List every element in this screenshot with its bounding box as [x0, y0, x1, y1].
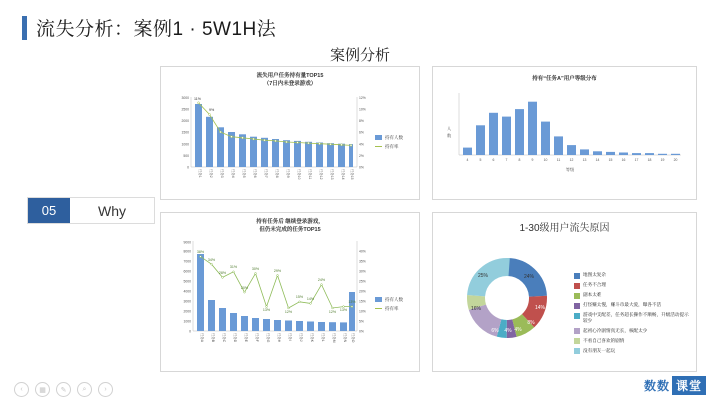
left-arrow-icon[interactable]: ‹	[14, 382, 29, 397]
legend-swatch-icon	[574, 303, 580, 309]
legend-churn-reason	[574, 272, 692, 358]
legend-label-0: 地图太复杂	[583, 272, 606, 277]
svg-text:1000: 1000	[181, 141, 189, 146]
brand-logo	[644, 376, 706, 395]
svg-text:任务M: 任务M	[332, 332, 336, 343]
svg-text:4%: 4%	[359, 141, 364, 146]
step-word: Why	[70, 198, 154, 223]
svg-text:28%: 28%	[218, 270, 227, 275]
svg-text:任务L: 任务L	[321, 332, 325, 342]
legend-item-line	[375, 144, 403, 150]
svg-text:6000: 6000	[183, 269, 191, 273]
brand-part1: 数数	[643, 379, 670, 393]
title-accent-bar	[22, 16, 27, 40]
right-arrow-icon[interactable]: ›	[98, 382, 113, 397]
brand-part2: 课堂	[672, 376, 706, 395]
data-label-0: 11%	[194, 96, 201, 101]
svg-text:任务7: 任务7	[264, 168, 268, 178]
section-title: 案例分析	[329, 47, 390, 64]
legend-label-6: 不看自己喜欢的剧情	[583, 337, 625, 343]
plot-area-level-dist	[433, 83, 696, 189]
step-label	[27, 197, 155, 224]
grid-icon[interactable]: ▦	[35, 382, 50, 397]
legend-label-line-2: 持有率	[385, 305, 399, 311]
svg-text:13%: 13%	[262, 307, 271, 312]
legend-item-2	[574, 292, 692, 299]
legend-item-4	[574, 312, 692, 324]
donut-label-5: 16%	[470, 306, 482, 312]
legend-swatch-icon	[574, 283, 580, 289]
svg-text:任务E: 任务E	[244, 332, 248, 342]
legend-swatch-icon	[574, 313, 580, 319]
svg-text:2500: 2500	[181, 106, 189, 111]
svg-text:任务I: 任务I	[288, 332, 292, 341]
svg-text:0: 0	[187, 165, 189, 169]
svg-text:7000: 7000	[183, 259, 191, 263]
page-title	[22, 14, 276, 41]
svg-text:5%: 5%	[359, 319, 364, 323]
legend-swatch-bar-icon	[375, 135, 382, 140]
chart-panel-task-hold-top15	[160, 66, 420, 200]
svg-text:任务J: 任务J	[299, 332, 303, 341]
svg-text:任务C: 任务C	[222, 332, 226, 342]
svg-text:29%: 29%	[273, 268, 282, 273]
svg-text:3000: 3000	[181, 95, 189, 100]
svg-text:12: 12	[569, 158, 574, 163]
svg-text:2000: 2000	[183, 309, 191, 313]
legend-swatch-bar-icon	[375, 297, 382, 302]
legend-label-1: 任务不合理	[583, 282, 606, 287]
svg-level-dist	[433, 83, 696, 189]
svg-text:任务4: 任务4	[231, 168, 235, 178]
svg-text:9000: 9000	[183, 240, 191, 244]
svg-text:14%: 14%	[306, 296, 315, 301]
svg-text:14: 14	[595, 158, 600, 163]
svg-text:12%: 12%	[284, 309, 293, 314]
legend-item-3	[574, 302, 692, 309]
svg-text:10%: 10%	[359, 309, 366, 313]
plot-area-task-hold	[161, 89, 419, 193]
search-icon[interactable]: ⌕	[77, 382, 92, 397]
legend-label-7: 没有朋友一起玩	[583, 347, 616, 353]
svg-text:5: 5	[479, 158, 482, 163]
svg-text:任务6: 任务6	[253, 168, 257, 178]
chart-title-task-hold: 流失用户任务持有量TOP15 （7日内未登录游戏）	[256, 73, 324, 88]
legend-uncompleted	[375, 297, 403, 315]
chart-title-churn-reason: 1-30级用户流失原因	[519, 223, 610, 234]
svg-text:13%: 13%	[339, 307, 348, 312]
donut-label-1: 14%	[534, 305, 546, 311]
svg-text:4: 4	[466, 158, 469, 163]
svg-text:任务12: 任务12	[319, 168, 323, 180]
legend-label-bar-2: 持有人数	[385, 296, 403, 302]
svg-text:任务H: 任务H	[277, 332, 281, 342]
legend-swatch-icon	[574, 293, 580, 299]
legend-label-2: 副本太难	[583, 292, 602, 297]
svg-text:任务15: 任务15	[350, 168, 354, 180]
svg-text:15: 15	[608, 158, 613, 163]
legend-label-3: 打怪赚太慢，赚斗币最大爱，曝各不活	[583, 302, 662, 307]
donut-label-4: 4%	[504, 328, 512, 334]
svg-text:任务G: 任务G	[266, 332, 270, 342]
svg-text:任务3: 任务3	[220, 168, 224, 178]
legend-label-bar: 持有人数	[385, 134, 403, 140]
svg-text:15%: 15%	[295, 294, 304, 299]
svg-text:5000: 5000	[183, 279, 191, 283]
svg-text:8000: 8000	[183, 249, 191, 253]
legend-item-7	[574, 348, 692, 355]
svg-text:任务5: 任务5	[242, 168, 246, 178]
legend-swatch-icon	[574, 348, 580, 354]
svg-text:12%: 12%	[359, 95, 366, 100]
legend-label-4: 游戏中支配差，任务超长操作不顺畅，升级活动提示较少	[583, 312, 689, 324]
donut-label-7: 25%	[477, 273, 489, 279]
chart-panel-level-distribution	[432, 66, 697, 200]
chart-panel-uncompleted-task	[160, 212, 420, 372]
legend-task-hold	[375, 135, 403, 153]
svg-text:9: 9	[531, 158, 534, 163]
svg-text:任务1: 任务1	[198, 168, 202, 178]
svg-text:10: 10	[543, 158, 548, 163]
svg-text:任务8: 任务8	[275, 168, 279, 178]
svg-text:0: 0	[189, 329, 191, 333]
svg-text:6: 6	[492, 158, 495, 163]
chart-panel-churn-reason	[432, 212, 697, 372]
toolbar-dock[interactable]	[14, 382, 113, 397]
svg-text:25%: 25%	[359, 279, 366, 283]
chart-title-uncompleted: 持有任务后 继续登录游戏， 但仍未完成的任务TOP15	[256, 219, 324, 234]
svg-text:12%: 12%	[328, 309, 337, 314]
svg-text:19: 19	[660, 158, 665, 163]
data-label-1: 9%	[209, 107, 215, 112]
svg-text:0%: 0%	[359, 165, 364, 169]
svg-text:任务11: 任务11	[308, 168, 312, 179]
svg-text:任务O: 任务O	[351, 332, 355, 342]
legend-item-bar	[375, 135, 403, 141]
svg-text:任务D: 任务D	[233, 332, 237, 342]
legend-label-line: 持有率	[385, 143, 399, 149]
svg-text:500: 500	[183, 153, 189, 158]
svg-text:11: 11	[556, 158, 561, 163]
svg-text:任务13: 任务13	[330, 168, 334, 180]
legend-item-0	[574, 272, 692, 279]
svg-text:2000: 2000	[181, 118, 189, 123]
legend-item-1	[574, 282, 692, 289]
svg-text:任务14: 任务14	[341, 168, 345, 180]
legend-swatch-line-icon	[375, 144, 382, 149]
svg-text:30%: 30%	[359, 269, 366, 273]
svg-text:1000: 1000	[183, 319, 191, 323]
svg-text:任务2: 任务2	[209, 168, 213, 178]
svg-text:8: 8	[518, 158, 521, 163]
legend-item-6	[574, 338, 692, 345]
plot-area-uncompleted	[161, 235, 419, 363]
svg-text:任务10: 任务10	[297, 168, 301, 180]
svg-text:6%: 6%	[359, 130, 364, 135]
legend-swatch-line-icon	[375, 306, 382, 311]
svg-text:30%: 30%	[251, 266, 260, 271]
svg-text:20: 20	[673, 158, 678, 163]
svg-text:18: 18	[647, 158, 652, 163]
legend-swatch-icon	[574, 328, 580, 334]
legend-swatch-icon	[574, 338, 580, 344]
svg-text:1500: 1500	[181, 130, 189, 135]
legend-item-bar-2	[375, 297, 403, 303]
svg-text:35%: 35%	[359, 259, 366, 263]
svg-text:20%: 20%	[359, 289, 366, 293]
svg-text:任务F: 任务F	[255, 332, 259, 342]
xaxis-label-level: 等级	[565, 167, 575, 173]
donut-label-3: 4%	[514, 327, 522, 333]
legend-item-line-2	[375, 306, 403, 312]
svg-text:7: 7	[505, 158, 508, 163]
svg-text:任务B: 任务B	[211, 332, 215, 342]
svg-text:20%: 20%	[240, 285, 249, 290]
svg-text:31%: 31%	[229, 264, 238, 269]
svg-text:17: 17	[634, 158, 639, 163]
svg-text:数: 数	[447, 133, 452, 139]
svg-text:13%: 13%	[348, 299, 356, 304]
svg-text:人: 人	[447, 126, 452, 132]
svg-text:4000: 4000	[183, 289, 191, 293]
svg-text:24%: 24%	[317, 277, 326, 282]
legend-label-5: 起初心冷剧情真无长，核配太少	[583, 327, 648, 333]
svg-text:3000: 3000	[183, 299, 191, 303]
svg-text:任务A: 任务A	[200, 332, 204, 342]
svg-text:0%: 0%	[359, 329, 364, 333]
svg-text:任务9: 任务9	[286, 168, 290, 178]
legend-item-5	[574, 328, 692, 335]
svg-text:2%: 2%	[359, 153, 364, 158]
title-text: 流失分析：案例1 · 5W1H法	[36, 19, 277, 40]
donut-label-0: 24%	[523, 274, 535, 280]
svg-text:任务K: 任务K	[310, 332, 314, 342]
svg-text:15%: 15%	[359, 299, 366, 303]
svg-text:13: 13	[582, 158, 587, 163]
donut-label-2: 8%	[527, 320, 535, 326]
plot-area-churn-reason	[433, 236, 696, 364]
svg-text:任务N: 任务N	[343, 332, 347, 342]
svg-text:38%: 38%	[196, 249, 205, 254]
svg-text:8%: 8%	[359, 118, 364, 123]
step-number: 05	[28, 198, 70, 223]
chart-title-level-dist: 持有“任务A”用户等级分布	[532, 76, 597, 82]
pencil-icon[interactable]: ✎	[56, 382, 71, 397]
donut-label-6: 6%	[491, 328, 499, 334]
svg-text:34%: 34%	[207, 257, 216, 262]
svg-text:40%: 40%	[359, 249, 366, 253]
svg-text:10%: 10%	[359, 106, 366, 111]
legend-swatch-icon	[574, 273, 580, 279]
svg-text:16: 16	[621, 158, 626, 163]
